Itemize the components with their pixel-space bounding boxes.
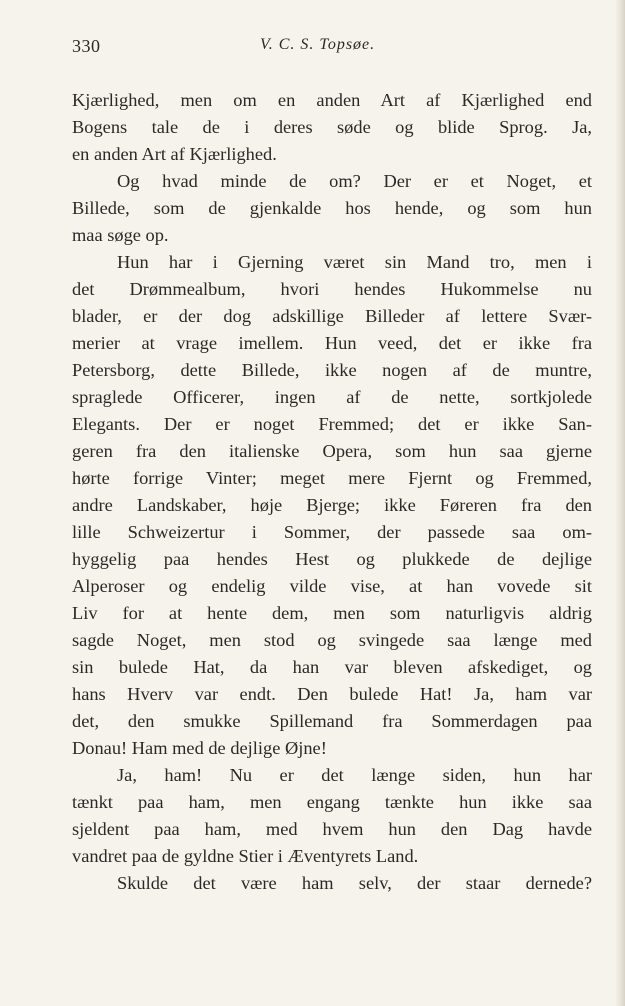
text-line: geren fra den italienske Opera, som hun saa gjerne [72, 441, 592, 461]
text-line: Hun har i Gjerning været sin Mand tro, men i [117, 252, 592, 272]
text-line: hyggelig paa hendes Hest og plukkede de dejlige [72, 549, 592, 569]
text-line: sjeldent paa ham, med hvem hun den Dag havde [72, 819, 592, 839]
text-line: sin bulede Hat, da han var bleven afskediget, og [72, 657, 592, 677]
text-line: Bogens tale de i deres søde og blide Sprog. Ja, [72, 117, 592, 137]
text-line: hans Hverv var endt. Den bulede Hat! Ja, ham var [72, 684, 592, 704]
text-line: lille Schweizertur i Sommer, der passede saa om- [72, 522, 592, 542]
text-line: tænkt paa ham, men engang tænkte hun ikke saa [72, 792, 592, 812]
text-line: Og hvad minde de om? Der er et Noget, et [117, 171, 592, 191]
page-edge-shadow [615, 0, 625, 1006]
text-line: hørte forrige Vinter; meget mere Fjernt og Fremmed, [72, 468, 592, 488]
text-line: merier at vrage imellem. Hun veed, det er ikke fra [72, 333, 592, 353]
text-line: Alperoser og endelig vilde vise, at han vovede sit [72, 576, 592, 596]
book-page [72, 36, 592, 897]
body-text [72, 87, 592, 897]
text-line: Liv for at hente dem, men som naturligvis aldrig [72, 603, 592, 623]
text-line: det, den smukke Spillemand fra Sommerdagen paa [72, 711, 592, 731]
text-line: spraglede Officerer, ingen af de nette, sortkjolede [72, 387, 592, 407]
text-line: sagde Noget, men stod og svingede saa længe med [72, 630, 592, 650]
text-line: Petersborg, dette Billede, ikke nogen af de muntre, [72, 360, 592, 380]
text-line: det Drømmealbum, hvori hendes Hukommelse nu [72, 279, 592, 299]
text-line: Elegants. Der er noget Fremmed; det er ikke San- [72, 414, 592, 434]
running-title: V. C. S. Topsøe. [260, 36, 376, 53]
text-line: vandret paa de gyldne Stier i Æventyrets Land. [72, 846, 419, 866]
text-line: Donau! Ham med de dejlige Øjne! [72, 738, 327, 758]
page-number: 330 [72, 36, 101, 56]
text-line: Ja, ham! Nu er det længe siden, hun har [117, 765, 592, 785]
text-line: maa søge op. [72, 225, 169, 245]
text-line: en anden Art af Kjærlighed. [72, 144, 277, 164]
running-head [72, 36, 592, 64]
text-line: Skulde det være ham selv, der staar dernede? [117, 873, 592, 893]
text-line: Billede, som de gjenkalde hos hende, og som hun [72, 198, 592, 218]
text-line: andre Landskaber, høje Bjerge; ikke Føreren fra den [72, 495, 592, 515]
text-line: blader, er der dog adskillige Billeder af lettere Svær- [72, 306, 592, 326]
text-line: Kjærlighed, men om en anden Art af Kjærlighed end [72, 90, 592, 110]
